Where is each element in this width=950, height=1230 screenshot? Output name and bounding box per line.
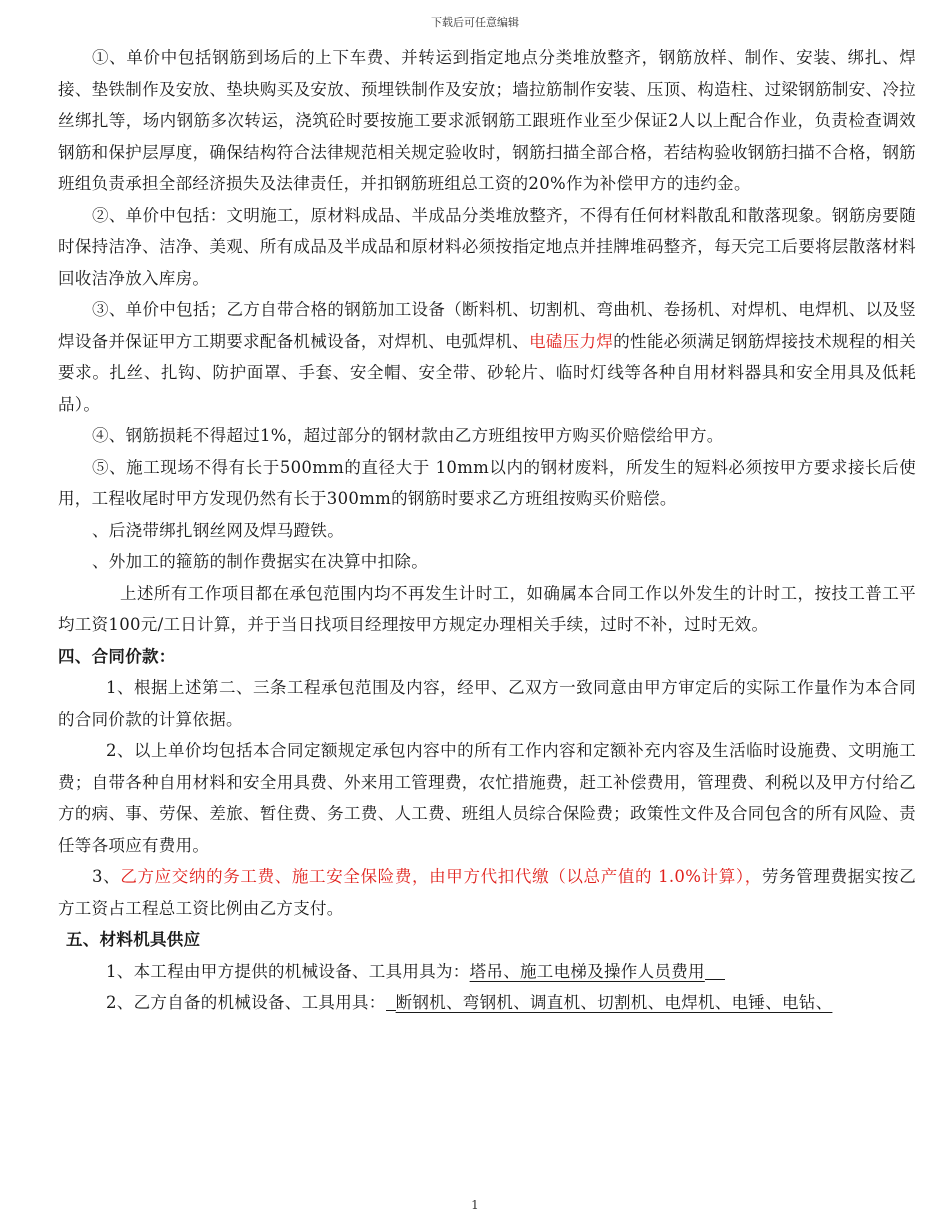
item-3: [58, 294, 916, 420]
underline-blank: [386, 992, 396, 1011]
section-4-p3: [58, 861, 916, 924]
section-5-p2-label: 2、乙方自备的机械设备、工具用具：: [106, 993, 386, 1012]
header-note: 下载后可任意编辑: [431, 16, 519, 29]
section-4-p2: 2、以上单价均包括本合同定额规定承包内容中的所有工作内容和定额补充内容及生活临时设施费、文明施工费；自带各种自用材料和安全用具费、外来用工管理费，农忙措施费，赶工补偿费用，管理费、利税以及甲方付给乙方的病、事、劳保、差旅、暂住费、务工费、人工费、班组人员综合保险费；政策性文件及合同包含的所有风险、责任等各项应有费用。: [58, 741, 916, 855]
underline-blank: [705, 961, 725, 980]
item-3-highlight: 电磕压力焊: [529, 331, 614, 351]
item-3-text-b: 的性能必须满足钢筋焊接技术规程的相关要求。扎丝、扎钩、防护面罩、手套、安全帽、安全带、砂轮片、临时灯线等各种自用材料器具和安全用具及低耗品）。: [58, 331, 917, 414]
page-number: 1: [471, 1198, 479, 1212]
item-7: 、外加工的箍筋的制作费据实在决算中扣除。: [92, 552, 428, 571]
section-5-p1-value: 塔吊、施工电梯及操作人员费用: [469, 961, 705, 981]
section-4-p3-highlight: 乙方应交纳的务工费、施工安全保险费，由甲方代扣代缴（以总产值的 1.0%计算），: [120, 867, 762, 886]
section-4-p3-rest: 劳务管理费据实按乙方工资占工程总工资比例由乙方支付。: [58, 867, 916, 918]
section-5-p1: [58, 956, 916, 988]
section-4-heading: 四、合同价款：: [58, 646, 176, 666]
item-5: ⑤、施工现场不得有长于500mm的直径大于 10mm以内的钢材废料，所发生的短料必须按甲方要求接长后使用，工程收尾时甲方发现仍然有长于300mm的钢筋时要求乙方班组按购买价赔偿。: [58, 457, 916, 508]
section-4-p3-number: 3、: [92, 867, 121, 886]
item-3-text-a: ③、单价中包括；乙方自带合格的钢筋加工设备（断料机、切割机、弯曲机、卷扬机、对焊机、电焊机、以及竖焊设备并保证甲方工期要求配备机械设备，对焊机、电弧焊机、: [58, 300, 916, 351]
section-4-p1: 1、根据上述第二、三条工程承包范围及内容，经甲、乙双方一致同意由甲方审定后的实际工作量作为本合同的合同价款的计算依据。: [58, 678, 916, 729]
item-6: 、后浇带绑扎钢丝网及焊马蹬铁。: [92, 520, 344, 540]
item-4: ④、钢筋损耗不得超过1%，超过部分的钢材款由乙方班组按甲方购买价赔偿给甲方。: [92, 426, 724, 445]
item-1: ①、单价中包括钢筋到场后的上下车费、并转运到指定地点分类堆放整齐，钢筋放样、制作、安装、绑扎、焊接、垫铁制作及安放、垫块购买及安放、预埋铁制作及安放；墙拉筋制作安装、压顶、构造柱、过梁钢筋制安、冷拉丝绑扎等，场内钢筋多次转运，浇筑砼时要按施工要求派钢筋工跟班作业至少保证2人以上配合作业，负责检查调效钢筋和保护层厚度，确保结构符合法律规范相关规定验收时，钢筋扫描全部合格，若结构验收钢筋扫描不合格，钢筋班组负责承担全部经济损失及法律责任，并扣钢筋班组总工资的20%作为补偿甲方的违约金。: [58, 48, 916, 193]
section-5-p2-value: 断钢机、弯钢机、调直机、切割机、电焊机、电锤、电钻、: [395, 993, 833, 1012]
section-5-heading: 五、材料机具供应: [66, 930, 201, 949]
section-5-p2: [58, 987, 916, 1019]
document-body: [58, 42, 916, 1019]
item-2: ②、单价中包括：文明施工，原材料成品、半成品分类堆放整齐，不得有任何材料散乱和散落现象。钢筋房要随时保持洁净、洁净、美观、所有成品及半成品和原材料必须按指定地点并挂牌堆码整齐，每天完工后要将层散落材料回收洁净放入库房。: [58, 205, 916, 288]
summary-paragraph: 上述所有工作项目都在承包范围内均不再发生计时工，如确属本合同工作以外发生的计时工，按技工普工平均工资100元/工日计算，并于当日找项目经理按甲方规定办理相关手续，过时不补，过时无效。: [58, 583, 916, 634]
section-5-p1-label: 1、本工程由甲方提供的机械设备、工具用具为：: [106, 961, 470, 981]
